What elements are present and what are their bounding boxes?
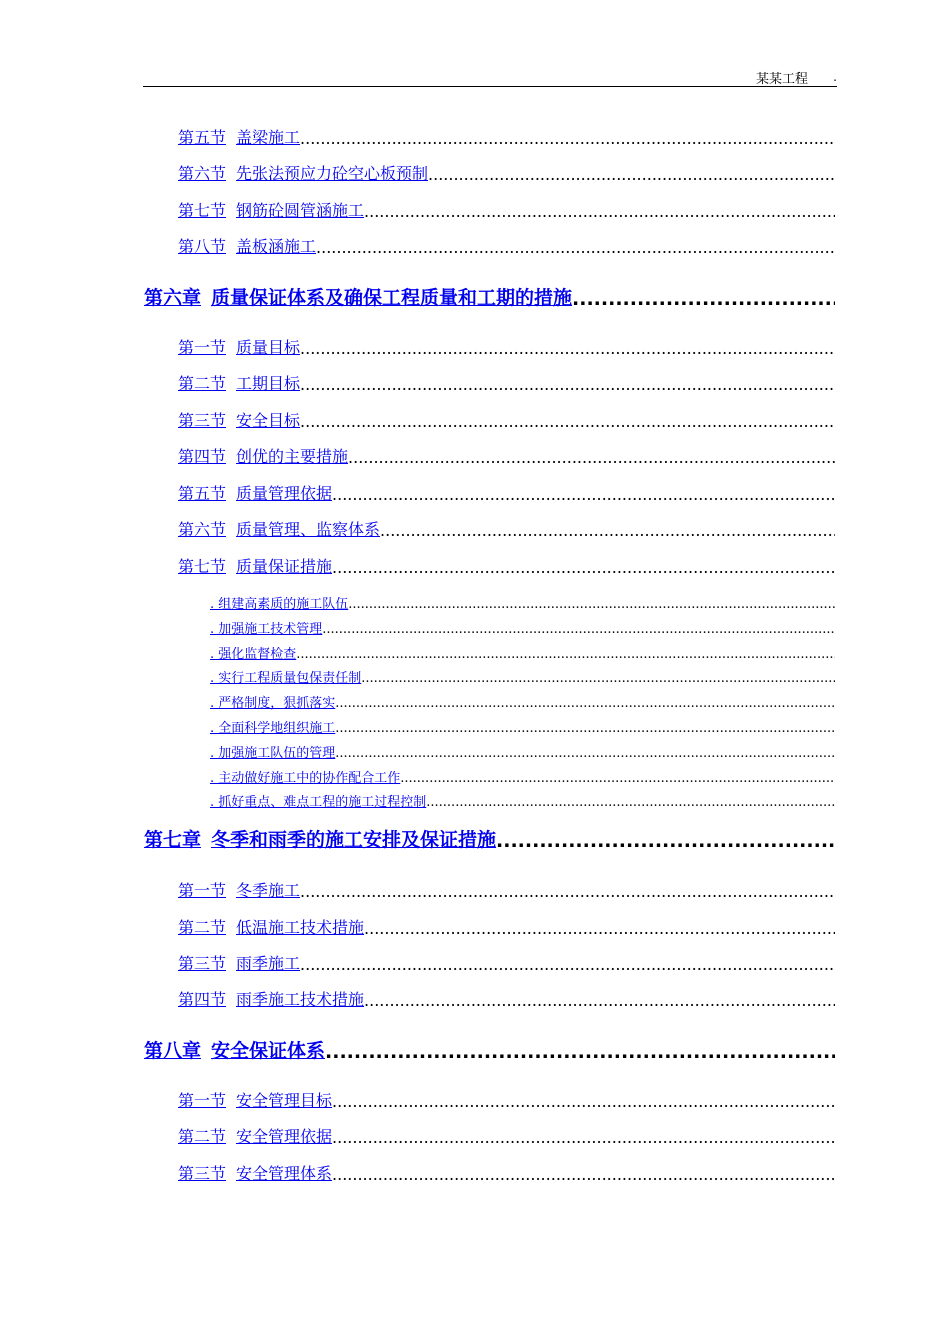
toc-leader (296, 647, 835, 662)
toc-leader (325, 1041, 835, 1063)
toc-leader (428, 165, 835, 184)
toc-link[interactable]: . 加强施工技术管理 (210, 622, 323, 637)
toc-link[interactable]: 第二节 工期目标 (178, 374, 301, 393)
toc-link[interactable]: 第七节 质量保证措施 (178, 557, 333, 576)
toc-leader (322, 622, 835, 637)
toc-link[interactable]: 第三节 安全目标 (178, 411, 301, 430)
toc-link[interactable]: 第一节 质量目标 (178, 338, 301, 357)
toc-item-1[interactable] (210, 594, 835, 612)
toc-leader (332, 1165, 835, 1184)
toc-leader (496, 830, 835, 852)
toc-leader (332, 485, 835, 504)
toc-link[interactable]: . 实行工程质量包保责任制 (210, 671, 362, 686)
toc-link[interactable]: 第八章 安全保证体系 (144, 1040, 326, 1062)
toc-link[interactable]: 第七章 冬季和雨季的施工安排及保证措施 (144, 829, 497, 851)
toc-item-8[interactable] (210, 768, 835, 786)
toc-leader (348, 597, 835, 612)
toc-leader (348, 448, 835, 467)
toc-chapter-8[interactable] (144, 1037, 835, 1063)
toc-section-6-6[interactable] (178, 518, 835, 540)
toc-link[interactable]: . 加强施工队伍的管理 (210, 746, 336, 761)
toc-leader (300, 955, 835, 974)
toc-link[interactable]: 第七节 钢筋砼圆管涵施工 (178, 201, 365, 220)
toc-link[interactable]: . 强化监督检查 (210, 647, 297, 662)
toc-leader (335, 696, 835, 711)
toc-link[interactable]: 第四节 雨季施工技术措施 (178, 990, 365, 1009)
toc-link[interactable]: 第五节 质量管理依据 (178, 484, 333, 503)
toc-link[interactable]: 第六章 质量保证体系及确保工程质量和工期的措施 (144, 287, 573, 309)
toc-leader (316, 238, 835, 257)
toc-leader (300, 882, 835, 901)
toc-link[interactable]: 第四节 创优的主要措施 (178, 447, 349, 466)
toc-section-7-1[interactable] (178, 879, 835, 901)
toc-leader (300, 412, 835, 431)
toc-link[interactable]: 第五节 盖梁施工 (178, 128, 301, 147)
toc-item-7[interactable] (210, 743, 835, 761)
toc-link[interactable]: 第一节 冬季施工 (178, 881, 301, 900)
toc-section-5-6[interactable] (178, 162, 835, 184)
toc-section-8-2[interactable] (178, 1125, 835, 1147)
toc-leader (364, 919, 835, 938)
toc-leader (361, 671, 835, 686)
toc-leader (332, 1092, 835, 1111)
toc-section-7-2[interactable] (178, 916, 835, 938)
toc-leader (300, 375, 835, 394)
toc-section-5-8[interactable] (178, 235, 835, 257)
toc-link[interactable]: 第一节 安全管理目标 (178, 1091, 333, 1110)
toc-chapter-7[interactable] (144, 826, 835, 852)
header-dot: . (833, 70, 837, 84)
toc-link[interactable]: . 主动做好施工中的协作配合工作 (210, 771, 401, 786)
toc-section-5-7[interactable] (178, 199, 835, 221)
toc-leader (364, 991, 835, 1010)
toc-leader (300, 339, 835, 358)
toc-leader (364, 202, 835, 221)
toc-link[interactable]: . 全面科学地组织施工 (210, 721, 336, 736)
toc-leader (426, 795, 835, 810)
toc-link[interactable]: . 组建高素质的施工队伍 (210, 597, 349, 612)
toc-leader (380, 521, 835, 540)
toc-chapter-6[interactable] (144, 284, 835, 310)
header-title: 某某工程 (755, 72, 808, 87)
toc-leader (332, 1128, 835, 1147)
toc-leader (335, 721, 835, 736)
toc-item-3[interactable] (210, 644, 835, 662)
toc-section-6-4[interactable] (178, 445, 835, 467)
toc-link[interactable]: 第三节 雨季施工 (178, 954, 301, 973)
toc-item-5[interactable] (210, 693, 835, 711)
toc-item-4[interactable] (210, 668, 835, 686)
toc-link[interactable]: 第三节 安全管理体系 (178, 1164, 333, 1183)
toc-link[interactable]: 第二节 安全管理依据 (178, 1127, 333, 1146)
toc-item-6[interactable] (210, 718, 835, 736)
toc-section-6-5[interactable] (178, 482, 835, 504)
toc-section-8-3[interactable] (178, 1162, 835, 1184)
toc-link[interactable]: . 抓好重点、难点工程的施工过程控制 (210, 795, 427, 810)
toc-section-6-1[interactable] (178, 336, 835, 358)
toc-leader (335, 746, 835, 761)
toc-link[interactable]: . 严格制度，狠抓落实 (210, 696, 336, 711)
toc-link[interactable]: 第六节 质量管理、监察体系 (178, 520, 381, 539)
toc-item-2[interactable] (210, 619, 835, 637)
toc-section-6-2[interactable] (178, 372, 835, 394)
toc-link[interactable]: 第二节 低温施工技术措施 (178, 918, 365, 937)
toc-section-7-4[interactable] (178, 988, 835, 1010)
toc-leader (572, 288, 835, 310)
toc-leader (300, 129, 835, 148)
toc-section-6-3[interactable] (178, 409, 835, 431)
toc-leader (332, 558, 835, 577)
toc-leader (400, 771, 835, 786)
toc-link[interactable]: 第八节 盖板涵施工 (178, 237, 317, 256)
toc-section-7-3[interactable] (178, 952, 835, 974)
toc-section-8-1[interactable] (178, 1089, 835, 1111)
toc-section-6-7[interactable] (178, 555, 835, 577)
toc-link[interactable]: 第六节 先张法预应力砼空心板预制 (178, 164, 429, 183)
toc-section-5-5[interactable] (178, 126, 835, 148)
toc-item-9[interactable] (210, 792, 835, 810)
